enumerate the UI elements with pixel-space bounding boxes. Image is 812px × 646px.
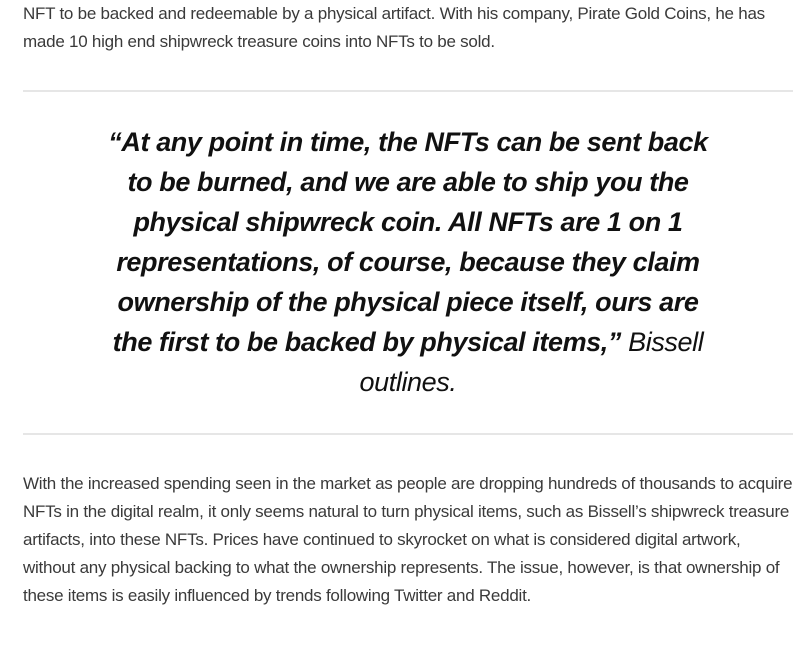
pullquote	[103, 122, 713, 402]
intro-paragraph: NFT to be backed and redeemable by a physical artifact. With his company, Pirate Gold Coins, he has made 10 high end shipwreck treasure coins into NFTs to be sold.	[23, 4, 765, 51]
pullquote-top-divider	[23, 90, 793, 92]
body-paragraph: With the increased spending seen in the market as people are dropping hundreds of thousands to acquire NFTs in the digital realm, it only seems natural to turn physical items, such as Bissell’s shipwreck treasure artifacts, into these NFTs. Prices have continued to skyrocket on what is considered digital artwork, without any physical backing to what the ownership represents. The issue, however, is that ownership of these items is easily influenced by trends following Twitter and Reddit.	[23, 474, 793, 605]
pullquote-bottom-divider	[23, 433, 793, 435]
pullquote-text: “At any point in time, the NFTs can be sent back to be burned, and we are able to ship you the physical shipwreck coin. All NFTs are 1 on 1 representations, of course, because they claim ownership of the physical piece itself, ours are the first to be backed by physical items,”	[108, 127, 708, 357]
pullquote-attribution: Bissell outlines.	[359, 327, 704, 397]
